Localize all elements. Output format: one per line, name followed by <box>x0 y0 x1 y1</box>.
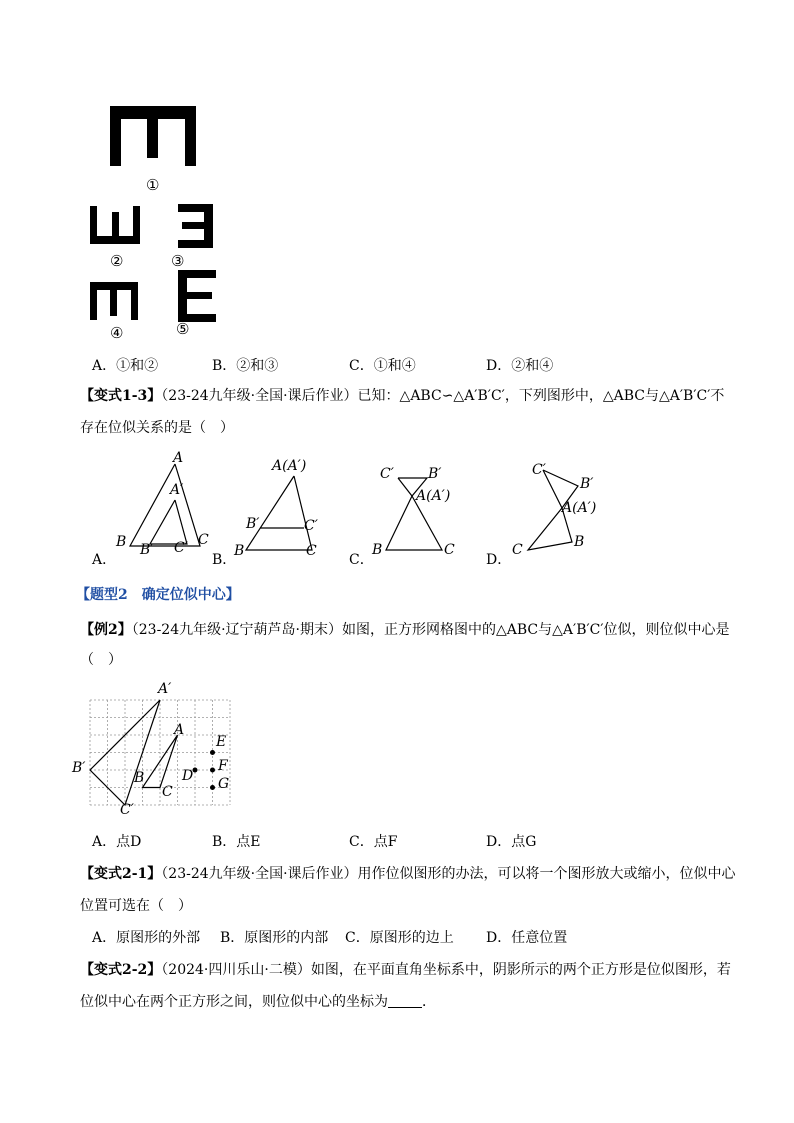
ex2-grid-figure <box>70 680 250 818</box>
v21-tag: 【变式2-1】 <box>80 866 162 882</box>
v22-answer-blank[interactable] <box>388 993 422 1008</box>
grid-label-E: E <box>216 734 227 750</box>
fig-d-label-C-prime: C′ <box>532 462 546 478</box>
v13-option-c: C． <box>349 552 374 568</box>
v22-stem-line1 <box>80 960 731 980</box>
fig-a-label-B: B <box>116 534 127 550</box>
fig-c-label-A: A(A′) <box>416 488 451 504</box>
v13-option-a: A． <box>92 552 117 568</box>
tumbling-e-3 <box>178 204 213 248</box>
fig-a-label-C: C <box>198 532 209 548</box>
grid-label-A: A <box>174 722 185 738</box>
fig-b-label-C: C <box>306 543 317 559</box>
grid-label-B: B <box>134 770 145 786</box>
fig-c-label-C-prime: C′ <box>380 466 394 482</box>
v13-tag: 【变式1-3】 <box>80 388 162 404</box>
grid-label-F: F <box>218 758 228 774</box>
eye-label-2: ② <box>110 252 124 270</box>
eye-chart-figure <box>80 100 230 345</box>
v22-stem-text-2b: ． <box>422 994 436 1010</box>
ex2-option-a: A．点D <box>92 834 142 850</box>
fig-c-label-B: B <box>372 542 383 558</box>
fig-c-label-C: C <box>444 542 455 558</box>
v21-option-c: C．原图形的边上 <box>345 930 454 946</box>
fig-c-bottom <box>386 496 442 550</box>
tumbling-e-2 <box>90 206 140 244</box>
v21-stem-line1 <box>80 864 736 884</box>
fig-d-label-B: B <box>574 534 585 550</box>
eye-label-4: ④ <box>110 324 124 342</box>
v13-stem-line1 <box>80 386 724 406</box>
fig-a-label-C-prime: C′ <box>174 540 188 556</box>
point-d <box>193 768 198 773</box>
prev-option-a: A．①和② <box>92 358 159 374</box>
fig-d-label-B-prime: B′ <box>580 476 594 492</box>
tumbling-e-4 <box>90 282 138 320</box>
prev-option-b: B．②和③ <box>212 358 279 374</box>
v21-option-b: B．原图形的内部 <box>220 930 329 946</box>
prev-option-c: C．①和④ <box>349 358 416 374</box>
fig-b-label-C-prime: C′ <box>304 518 318 534</box>
ex2-option-c: C．点F <box>349 834 398 850</box>
v13-figures <box>80 450 720 570</box>
grid-label-C: C <box>162 784 173 800</box>
ex2-tag: 【例2】 <box>80 622 132 638</box>
fig-a-label-A: A <box>173 450 184 466</box>
prev-option-d: D．②和④ <box>486 358 554 374</box>
eye-label-1: ① <box>146 176 160 194</box>
v21-option-a: A．原图形的外部 <box>92 930 201 946</box>
ex2-stem-line2: （ ） <box>80 652 122 668</box>
point-g <box>210 785 215 790</box>
ex2-option-b: B．点E <box>212 834 261 850</box>
ex2-option-d: D．点G <box>486 834 537 850</box>
grid-label-A-prime: A′ <box>158 681 172 697</box>
fig-a-label-A-prime: A′ <box>170 482 184 498</box>
grid-lines <box>90 700 230 805</box>
tumbling-e-5 <box>178 270 216 322</box>
eye-label-3: ③ <box>171 252 185 270</box>
fig-b-label-A: A(A′) <box>272 458 307 474</box>
point-e <box>210 750 215 755</box>
fig-d-label-A: A(A′) <box>562 500 597 516</box>
v13-option-b: B． <box>212 552 237 568</box>
fig-b-label-B: B <box>234 543 245 559</box>
grid-label-D: D <box>182 768 194 784</box>
v13-option-d: D． <box>486 552 512 568</box>
ex2-stem-line1 <box>80 620 730 640</box>
v13-stem-line2: 存在位似关系的是（ ） <box>80 420 234 436</box>
fig-a-inner <box>150 500 187 544</box>
grid-label-C-prime: C′ <box>120 802 134 818</box>
fig-b-label-B-prime: B′ <box>246 516 260 532</box>
grid-label-G: G <box>218 776 230 792</box>
v22-stem-text-2a: 位似中心在两个正方形之间，则位似中心的坐标为 <box>80 994 388 1010</box>
section2-title: 【题型2 确定位似中心】 <box>76 587 240 603</box>
v21-stem-text-1: （23-24九年级·全国·课后作业）用作位似图形的办法，可以将一个图形放大或缩小，位似中心 <box>161 866 736 882</box>
v21-option-d: D．任意位置 <box>486 930 568 946</box>
ex2-stem-text-1: （23-24九年级·辽宁葫芦岛·期末）如图，正方形网格图中的△ABC与△A′B′C′位似，则位似中心是 <box>131 622 730 638</box>
v13-stem-text-1: （23-24九年级·全国·课后作业）已知：△ABC∽△A′B′C′，下列图形中，△ABC与△A′B′C′不 <box>161 388 725 404</box>
v22-tag: 【变式2-2】 <box>80 962 162 978</box>
fig-a-outer <box>130 464 200 546</box>
v22-stem-line2 <box>80 992 436 1012</box>
v22-stem-text-1: （2024·四川乐山·二模）如图，在平面直角坐标系中，阴影所示的两个正方形是位似图形，若 <box>161 962 731 978</box>
eye-label-5: ⑤ <box>176 320 190 338</box>
tumbling-e-1 <box>110 106 196 166</box>
v21-stem-line2: 位置可选在（ ） <box>80 898 192 914</box>
grid-label-B-prime: B′ <box>72 760 86 776</box>
eye-chart-svg <box>80 100 230 345</box>
point-f <box>210 768 215 773</box>
fig-d-label-C: C <box>512 542 523 558</box>
fig-b-outer <box>246 476 312 550</box>
triangle-abc <box>143 735 178 788</box>
fig-c-label-B-prime: B′ <box>428 466 442 482</box>
fig-a-label-B-prime: B′ <box>140 542 154 558</box>
